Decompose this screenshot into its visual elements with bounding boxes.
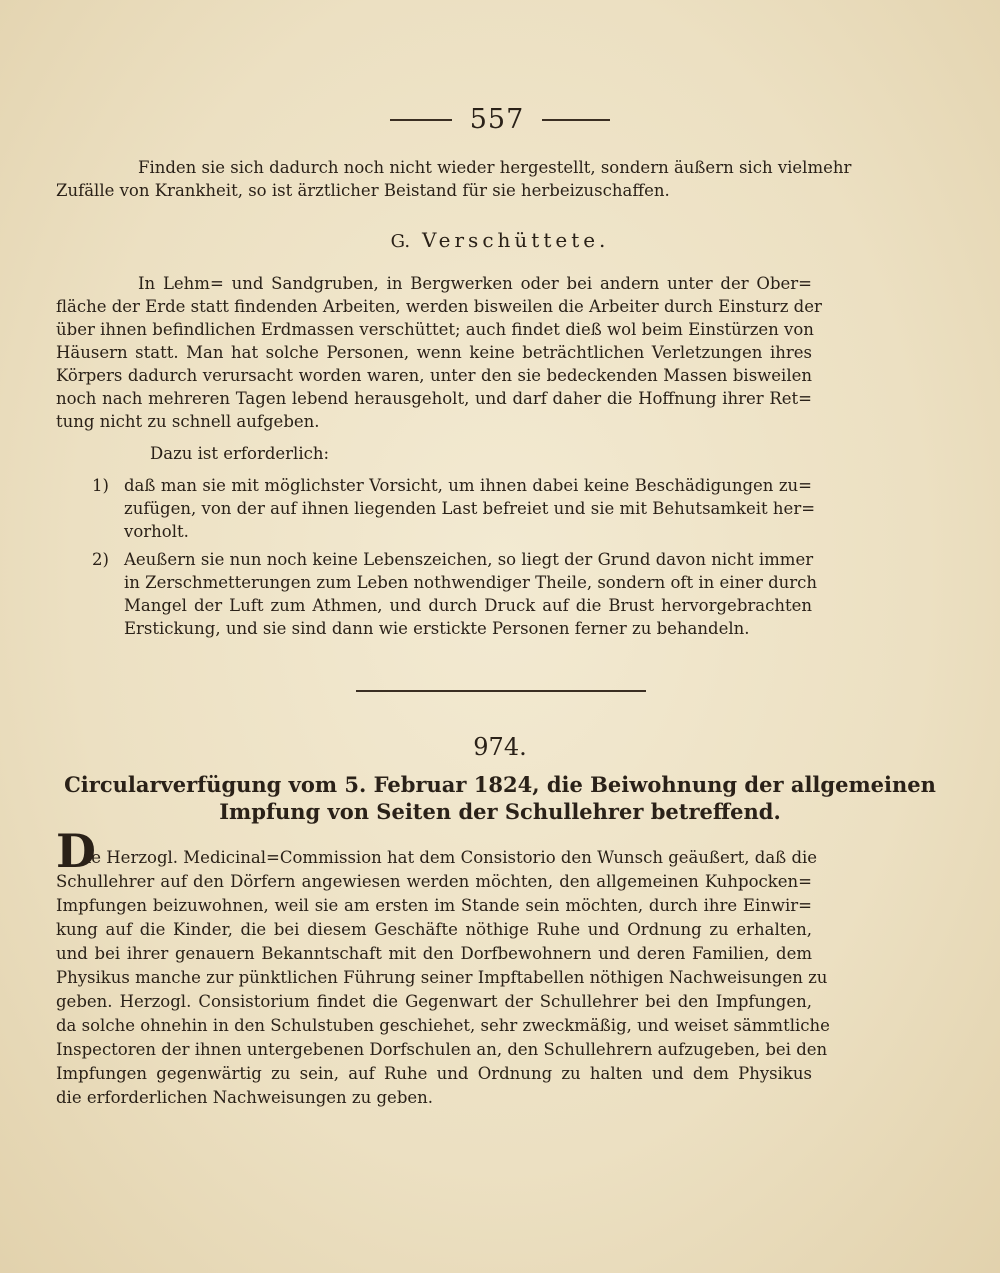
page-header xyxy=(0,104,1000,135)
requirement-line: zufügen, von der auf ihnen liegenden Last befreiet und sie mit Behutsamkeit her= xyxy=(124,499,816,518)
item-heading-line: Impfung von Seiten der Schullehrer betreffend. xyxy=(219,799,781,824)
requirements-intro: Dazu ist erforderlich: xyxy=(150,444,330,463)
body-line: ie Herzogl. Medicinal=Commission hat dem Consistorio den Wunsch geäußert, daß die xyxy=(86,848,818,867)
body-line: Schullehrer auf den Dörfern angewiesen werden möchten, den allgemeinen Kuhpocken= xyxy=(56,872,812,891)
requirement-line: vorholt. xyxy=(124,522,189,541)
header-rule-left xyxy=(390,119,452,121)
intro-line: Zufälle von Krankheit, so ist ärztlicher Beistand für sie herbeizuschaffen. xyxy=(56,181,670,200)
body-line: Inspectoren der ihnen untergebenen Dorfschulen an, den Schullehrern aufzugeben, bei den xyxy=(56,1040,828,1059)
body-line: Physikus manche zur pünktlichen Führung seiner Impftabellen nöthigen Nachweisungen zu xyxy=(56,968,828,987)
paragraph-line: In Lehm= und Sandgruben, in Bergwerken oder bei andern unter der Ober= xyxy=(138,274,812,293)
item-heading-line: Circularverfügung vom 5. Februar 1824, die Beiwohnung der allgemeinen xyxy=(64,772,936,797)
intro-line: Finden sie sich dadurch noch nicht wieder hergestellt, sondern äußern sich vielmehr xyxy=(138,158,852,177)
section-letter: G. xyxy=(390,231,411,252)
requirement-number: 1) xyxy=(92,476,109,495)
requirement-line: Aeußern sie nun noch keine Lebenszeichen, so liegt der Grund davon nicht immer xyxy=(124,550,814,569)
body-line: Impfungen gegenwärtig zu sein, auf Ruhe und Ordnung zu halten und dem Physikus xyxy=(56,1064,812,1083)
body-line: und bei ihrer genauern Bekanntschaft mit den Dorfbewohnern und deren Familien, dem xyxy=(56,944,812,963)
paragraph-line: über ihnen befindlichen Erdmassen verschüttet; auch findet dieß wol beim Einstürzen von xyxy=(56,320,814,339)
section-title-text: Verschüttete. xyxy=(422,228,610,252)
body-line: geben. Herzogl. Consistorium findet die Gegenwart der Schullehrer bei den Impfungen, xyxy=(56,992,812,1011)
paragraph-line: fläche der Erde statt findenden Arbeiten, werden bisweilen die Arbeiter durch Einsturz der xyxy=(56,297,822,316)
page-number: 557 xyxy=(469,104,525,135)
section-divider xyxy=(356,690,646,692)
paragraph-line: noch nach mehreren Tagen lebend herausgeholt, und darf daher die Hoffnung ihrer Ret= xyxy=(56,389,812,408)
requirement-number: 2) xyxy=(92,550,109,569)
dropcap: D xyxy=(56,824,96,878)
item-number: 974. xyxy=(473,733,527,761)
paragraph-line: Häusern statt. Man hat solche Personen, wenn keine beträchtlichen Verletzungen ihres xyxy=(56,343,812,362)
section-title xyxy=(0,228,1000,252)
header-rule-right xyxy=(542,119,610,121)
requirement-line: Erstickung, und sie sind dann wie erstickte Personen ferner zu behandeln. xyxy=(124,619,750,638)
body-line: da solche ohnehin in den Schulstuben geschiehet, sehr zweckmäßig, und weiset sämmtliche xyxy=(56,1016,830,1035)
requirement-line: daß man sie mit möglichster Vorsicht, um ihnen dabei keine Beschädigungen zu= xyxy=(124,476,812,495)
body-line: kung auf die Kinder, die bei diesem Geschäfte nöthige Ruhe und Ordnung zu erhalten, xyxy=(56,920,812,939)
requirement-line: Mangel der Luft zum Athmen, und durch Druck auf die Brust hervorgebrachten xyxy=(124,596,812,615)
body-line: die erforderlichen Nachweisungen zu geben. xyxy=(56,1088,434,1107)
paragraph-line: Körpers dadurch verursacht worden waren, unter den sie bedeckenden Massen bisweilen xyxy=(56,366,812,385)
body-line: Impfungen beizuwohnen, weil sie am ersten im Stande sein möchten, durch ihre Einwir= xyxy=(56,896,812,915)
paragraph-line: tung nicht zu schnell aufgeben. xyxy=(56,412,320,431)
requirement-line: in Zerschmetterungen zum Leben nothwendiger Theile, sondern oft in einer durch xyxy=(124,573,818,592)
